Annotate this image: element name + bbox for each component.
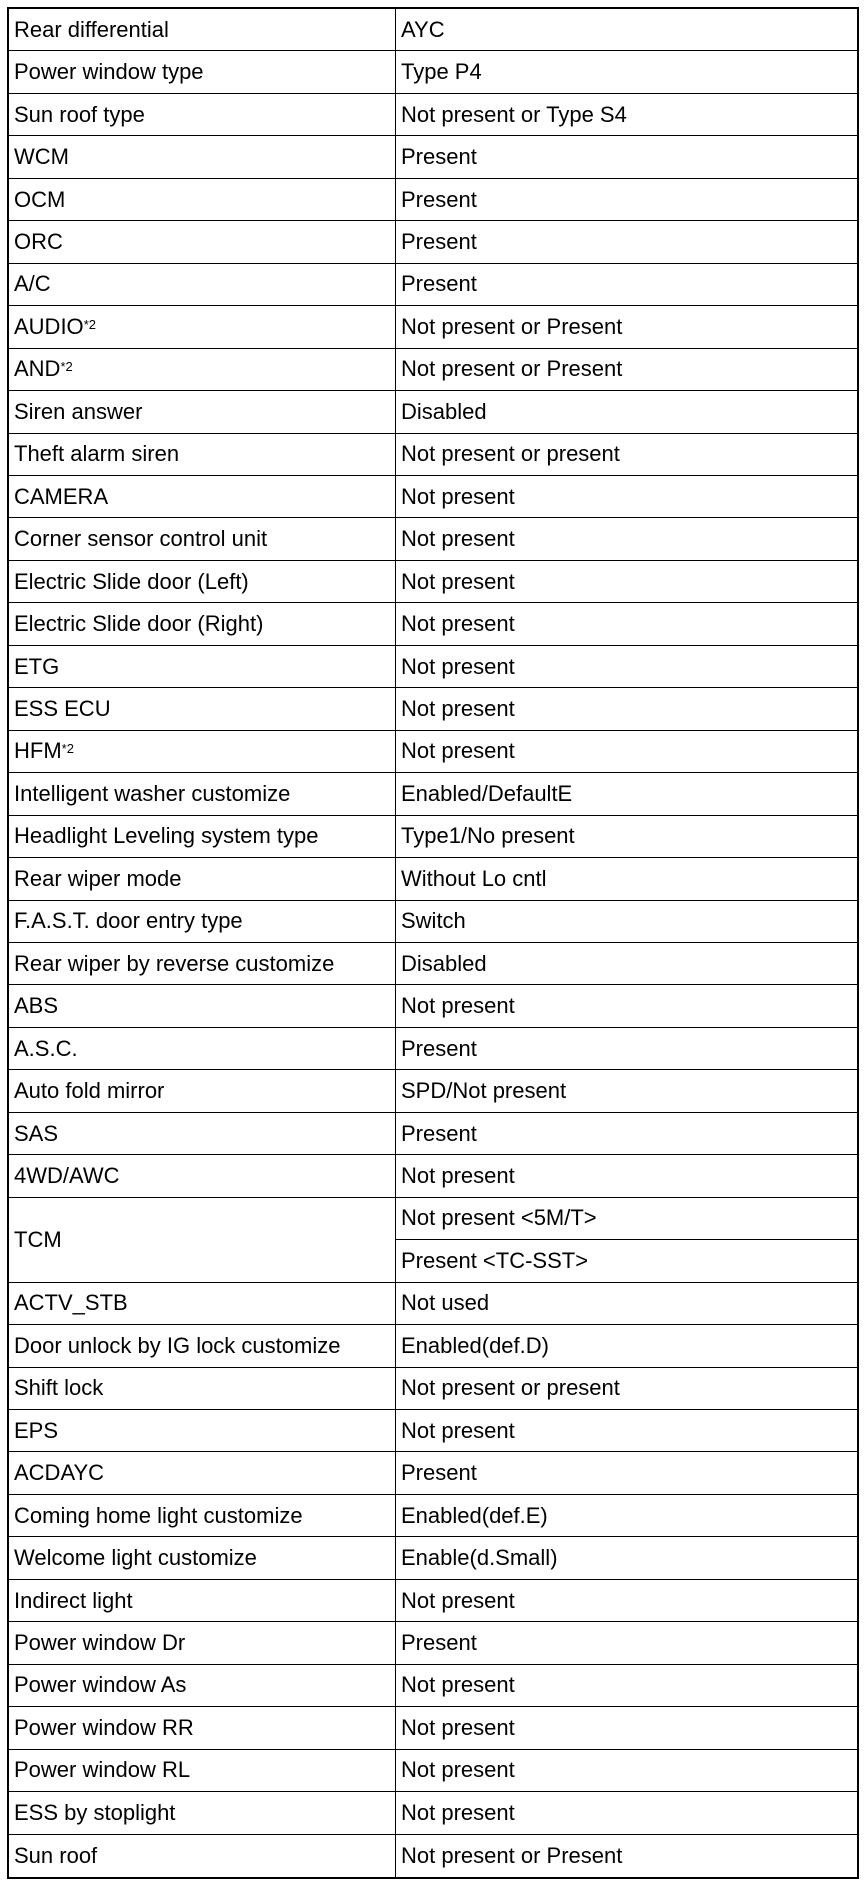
item-name-cell [9, 51, 396, 93]
item-name: Sun roof [14, 1842, 98, 1868]
item-value: Present [396, 1452, 857, 1494]
item-value: SPD/Not present [396, 1070, 857, 1112]
item-name: Welcome light customize [14, 1545, 257, 1571]
item-value: Present [396, 1028, 857, 1070]
item-name-cell [9, 1750, 396, 1792]
item-name-cell [9, 1537, 396, 1579]
item-value: Not used [396, 1283, 857, 1325]
item-name-cell [9, 646, 396, 688]
item-name-cell [9, 561, 396, 603]
item-value: Without Lo cntl [396, 858, 857, 900]
item-value: Not present or present [396, 1368, 857, 1410]
item-value: Not present [396, 603, 857, 645]
item-name: ACDAYC [14, 1460, 105, 1486]
item-name: TCM [14, 1226, 62, 1252]
item-value: Not present [396, 561, 857, 603]
item-name: AND [14, 356, 61, 382]
item-value: Present [396, 136, 857, 178]
item-name: Power window RR [14, 1714, 194, 1740]
item-name: ETG [14, 653, 60, 679]
item-name: Rear wiper mode [14, 865, 182, 891]
item-name: ACTV_STB [14, 1290, 128, 1316]
item-name: SAS [14, 1120, 59, 1146]
item-value: Not present or Present [396, 349, 857, 391]
item-value: Not present [396, 1792, 857, 1834]
item-value: Not present <5M/T> [396, 1198, 857, 1240]
item-value: AYC [396, 9, 857, 51]
item-name-cell [9, 476, 396, 518]
item-name: Rear differential [14, 16, 169, 42]
item-value: Enabled(def.D) [396, 1325, 857, 1367]
item-name-cell [9, 221, 396, 263]
item-name-cell [9, 1665, 396, 1707]
item-value: Present [396, 1622, 857, 1664]
item-value: Not present or Present [396, 306, 857, 348]
item-name: Indirect light [14, 1587, 133, 1613]
item-name: 4WD/AWC [14, 1162, 120, 1188]
item-name-cell [9, 858, 396, 900]
item-name-cell [9, 901, 396, 943]
item-value: Not present [396, 1750, 857, 1792]
item-name: Headlight Leveling system type [14, 823, 319, 849]
item-name-cell [9, 264, 396, 306]
item-name-cell: AUDIO *2 [9, 306, 396, 348]
item-name-cell [9, 1198, 396, 1283]
item-name-cell [9, 603, 396, 645]
item-name: EPS [14, 1417, 59, 1443]
item-value: Not present or Present [401, 1842, 623, 1868]
item-name: Shift lock [14, 1375, 104, 1401]
item-name-cell [9, 1325, 396, 1367]
item-name: Corner sensor control unit [14, 526, 268, 552]
item-name-cell [9, 518, 396, 560]
item-name: ESS ECU [14, 695, 111, 721]
item-name: Electric Slide door (Left) [14, 568, 249, 594]
item-name-cell [9, 1113, 396, 1155]
item-name: Power window type [14, 59, 204, 85]
item-name: Siren answer [14, 398, 143, 424]
item-value: Not present [396, 1410, 857, 1452]
item-value: Not present [396, 1155, 857, 1197]
item-value: Present [396, 221, 857, 263]
item-name-cell [9, 94, 396, 136]
item-name-cell [9, 688, 396, 730]
item-name: F.A.S.T. door entry type [14, 908, 243, 934]
item-name-cell [9, 943, 396, 985]
item-name: WCM [14, 144, 69, 170]
item-value: Not present or Type S4 [396, 94, 857, 136]
item-name: Electric Slide door (Right) [14, 611, 264, 637]
item-value: Enable(d.Small) [396, 1537, 857, 1579]
item-value: Not present [396, 646, 857, 688]
item-name-cell [9, 816, 396, 858]
item-name: Door unlock by IG lock customize [14, 1332, 341, 1358]
item-value: Switch [396, 901, 857, 943]
item-value: Not present [396, 688, 857, 730]
item-name: CAMERA [14, 483, 109, 509]
item-name-cell [9, 179, 396, 221]
item-value: Not present [396, 476, 857, 518]
item-name-cell [9, 9, 396, 51]
item-value: Not present [396, 1580, 857, 1622]
item-name: Theft alarm siren [14, 441, 180, 467]
item-value: Type P4 [396, 51, 857, 93]
item-name-cell [9, 1622, 396, 1664]
item-name: OCM [14, 186, 66, 212]
item-name-cell: HFM *2 [9, 731, 396, 773]
item-name-cell [9, 1410, 396, 1452]
item-name: Power window As [14, 1672, 187, 1698]
item-name: A.S.C. [14, 1035, 78, 1061]
item-value: Enabled/DefaultE [396, 773, 857, 815]
item-value: Not present or present [396, 434, 857, 476]
item-value: Present [396, 179, 857, 221]
item-value: Not present [396, 1707, 857, 1749]
item-name: ESS by stoplight [14, 1799, 176, 1825]
item-name: ORC [14, 228, 63, 254]
item-name: Coming home light customize [14, 1502, 303, 1528]
item-value: Type1/No present [396, 816, 857, 858]
item-name: ABS [14, 993, 59, 1019]
item-name: Sun roof type [14, 101, 145, 127]
item-name: Rear wiper by reverse customize [14, 950, 335, 976]
item-value: Not present [396, 731, 857, 773]
item-name-cell: AND *2 [9, 349, 396, 391]
item-name: AUDIO [14, 313, 84, 339]
item-name-cell [9, 985, 396, 1027]
item-value: Not present [396, 985, 857, 1027]
item-value: Present [396, 1113, 857, 1155]
item-value: Present [396, 264, 857, 306]
item-name-cell [9, 1580, 396, 1622]
item-name-cell [9, 1283, 396, 1325]
item-name: A/C [14, 271, 51, 297]
item-name-cell [9, 1070, 396, 1112]
item-value: Disabled [396, 943, 857, 985]
item-name-cell [9, 1707, 396, 1749]
item-value: Disabled [396, 391, 857, 433]
item-name: Power window RL [14, 1757, 191, 1783]
item-name-cell [9, 1452, 396, 1494]
item-value: Present <TC-SST> [396, 1240, 857, 1282]
item-value: Not present [396, 1665, 857, 1707]
item-name-cell [9, 391, 396, 433]
item-name: Auto fold mirror [14, 1078, 165, 1104]
item-name-cell [9, 773, 396, 815]
item-name: HFM [14, 738, 62, 764]
item-name-cell [9, 1792, 396, 1834]
config-table [7, 7, 859, 1879]
item-name-cell [9, 434, 396, 476]
item-value: Not present [396, 518, 857, 560]
item-name-cell [9, 1155, 396, 1197]
item-name-cell [9, 1835, 396, 1877]
item-name: Power window Dr [14, 1629, 186, 1655]
item-name-cell [9, 136, 396, 178]
item-name-cell [9, 1028, 396, 1070]
item-name-cell [9, 1495, 396, 1537]
item-name: Intelligent washer customize [14, 780, 291, 806]
item-name-cell [9, 1368, 396, 1410]
item-value: Enabled(def.E) [396, 1495, 857, 1537]
